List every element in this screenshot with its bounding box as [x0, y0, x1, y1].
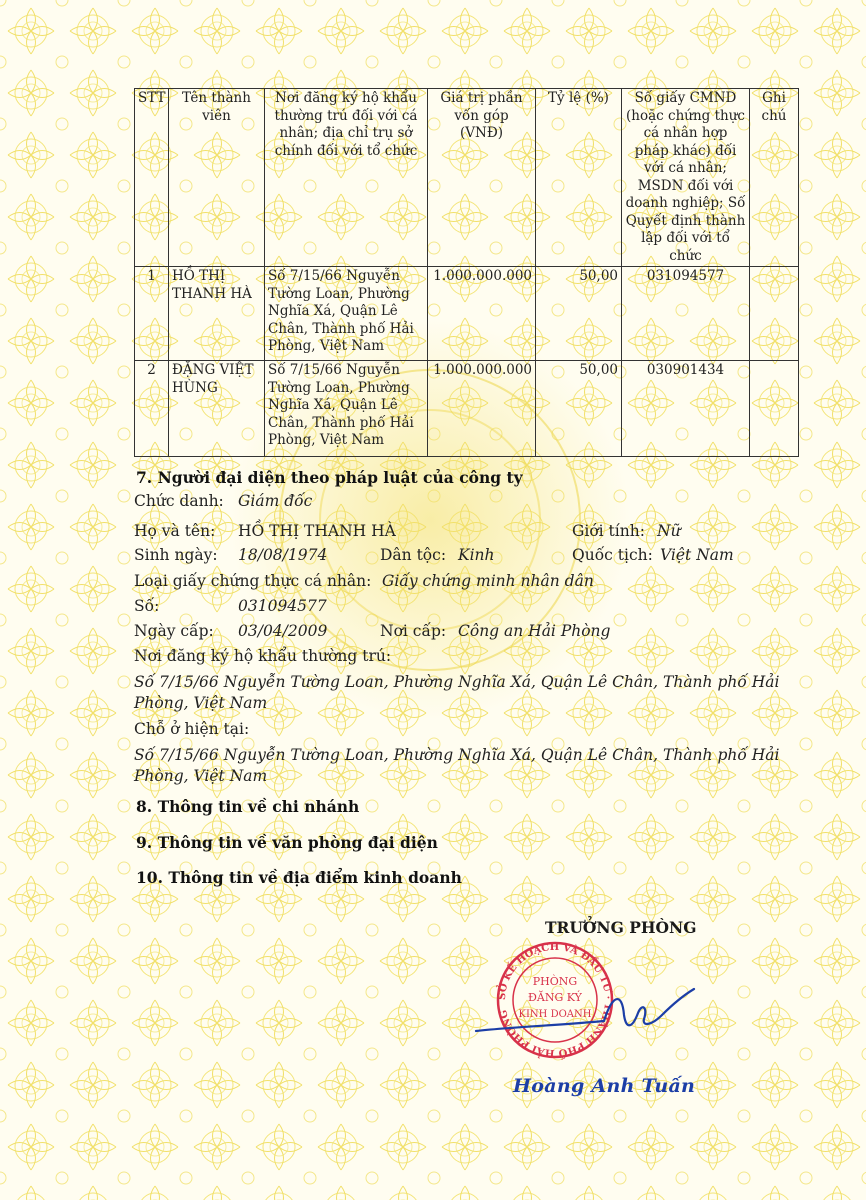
signer-name: Hoàng Anh Tuấn — [513, 1075, 696, 1097]
id-number-value: 031094577 — [238, 597, 327, 615]
gender-value: Nữ — [657, 522, 681, 540]
section-10-title: 10. Thông tin về địa điểm kinh doanh — [136, 868, 462, 887]
issue-date-label: Ngày cấp: — [134, 622, 214, 640]
stamp-center-line-1: PHÒNG — [532, 975, 578, 988]
cell-address: Số 7/15/66 Nguyễn Tường Loan, Phường Nghĩa Xá, Quận Lê Chân, Thành phố Hải Phòng, Việt Nam — [265, 267, 428, 361]
cell-ratio: 50,00 — [536, 361, 622, 457]
nationality-label: Quốc tịch: — [572, 546, 653, 564]
section-7-title: 7. Người đại diện theo pháp luật của công ty — [136, 468, 523, 487]
current-address-line-1: Số 7/15/66 Nguyễn Tường Loan, Phường Nghĩa Xá, Quận Lê Chân, Thành phố Hải — [134, 746, 780, 764]
handwritten-signature — [472, 985, 698, 1045]
cell-member-name: HỒ THỊ THANH HÀ — [169, 267, 265, 361]
gender-label: Giới tính: — [572, 522, 645, 540]
cell-member-name: ĐẶNG VIỆT HÙNG — [169, 361, 265, 457]
stamp-ring-text: SỞ KẾ HOẠCH VÀ ĐẦU TƯ · THÀNH PHỐ HẢI PHÒNG — [496, 941, 614, 1059]
stamp-center-line-2: ĐĂNG KÝ — [528, 991, 582, 1004]
section-9-title: 9. Thông tin về văn phòng đại diện — [136, 833, 438, 852]
table-row — [135, 361, 799, 457]
position-value: Giám đốc — [238, 492, 313, 510]
id-number-label: Số: — [134, 597, 160, 615]
cell-note — [750, 361, 799, 457]
header-note: Ghi chú — [750, 89, 799, 267]
current-address-label: Chỗ ở hiện tại: — [134, 720, 250, 738]
stamp-center-line-3: KINH DOANH — [518, 1009, 592, 1020]
header-ratio: Tỷ lệ (%) — [536, 89, 622, 267]
residence-line-1: Số 7/15/66 Nguyễn Tường Loan, Phường Nghĩa Xá, Quận Lê Chân, Thành phố Hải — [134, 673, 780, 691]
issue-date-value: 03/04/2009 — [238, 622, 328, 640]
table-row — [135, 267, 799, 361]
current-address-line-2: Phòng, Việt Nam — [134, 767, 268, 785]
table-header-row — [135, 89, 799, 267]
nationality-value: Việt Nam — [660, 546, 734, 564]
dob-label: Sinh ngày: — [134, 546, 218, 564]
cell-id-number: 030901434 — [622, 361, 750, 457]
ethnic-value: Kinh — [458, 546, 495, 564]
residence-line-2: Phòng, Việt Nam — [134, 694, 268, 712]
name-value: HỒ THỊ THANH HÀ — [238, 522, 396, 540]
section-8-title: 8. Thông tin về chi nhánh — [136, 797, 360, 816]
signature-title: TRƯỞNG PHÒNG — [545, 918, 697, 937]
id-type-value: Giấy chứng minh nhân dân — [382, 572, 594, 590]
issue-place-label: Nơi cấp: — [380, 622, 447, 640]
cell-id-number: 031094577 — [622, 267, 750, 361]
residence-label: Nơi đăng ký hộ khẩu thường trú: — [134, 647, 392, 665]
members-table — [134, 88, 799, 457]
header-stt: STT — [135, 89, 169, 267]
id-type-label: Loại giấy chứng thực cá nhân: — [134, 572, 372, 590]
cell-capital: 1.000.000.000 — [428, 267, 536, 361]
ethnic-label: Dân tộc: — [380, 546, 447, 564]
name-label: Họ và tên: — [134, 522, 216, 540]
cell-note — [750, 267, 799, 361]
header-capital: Giá trị phần vốn góp (VNĐ) — [428, 89, 536, 267]
header-id-number: Số giấy CMND (hoặc chứng thực cá nhân hợp pháp khác) đối với cá nhân; MSDN đối với doanh nghiệp; Số Quyết định thành lập đối với tổ chức — [622, 89, 750, 267]
cell-ratio: 50,00 — [536, 267, 622, 361]
header-address: Nơi đăng ký hộ khẩu thường trú đối với cá nhân; địa chỉ trụ sở chính đối với tổ chức — [265, 89, 428, 267]
dob-value: 18/08/1974 — [238, 546, 328, 564]
cell-stt: 1 — [135, 267, 169, 361]
header-member-name: Tên thành viên — [169, 89, 265, 267]
cell-capital: 1.000.000.000 — [428, 361, 536, 457]
cell-stt: 2 — [135, 361, 169, 457]
position-label: Chức danh: — [134, 492, 224, 510]
issue-place-value: Công an Hải Phòng — [458, 622, 611, 640]
cell-address: Số 7/15/66 Nguyễn Tường Loan, Phường Nghĩa Xá, Quận Lê Chân, Thành phố Hải Phòng, Việt Nam — [265, 361, 428, 457]
